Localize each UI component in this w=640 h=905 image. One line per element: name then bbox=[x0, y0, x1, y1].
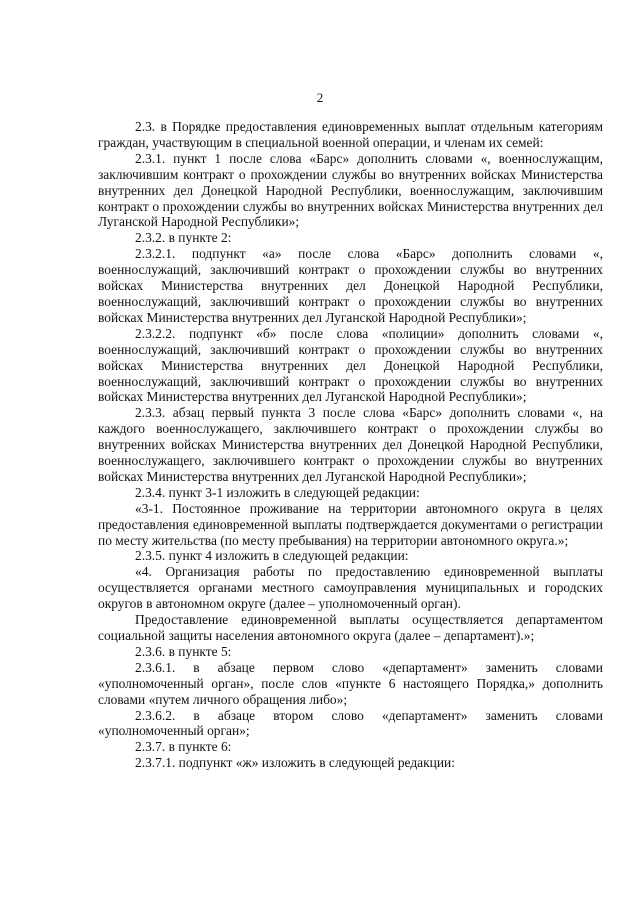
paragraph-2-3-2-1: 2.3.2.1. подпункт «а» после слова «Барс» дополнить словами «, военнослужащий, заключивший контракт о прохождении службы во внутренних войсках Министерства внутренних дел Донецкой Народной Республики, военнослужащий, заключивший контракт о прохождении службы во внутренних войсках Министерства внутренних дел Луганской Народной Республики»; bbox=[98, 246, 603, 325]
paragraph-quote-4-cont: Предоставление единовременной выплаты осуществляется департаментом социальной защиты населения автономного округа (далее – департамент).»; bbox=[98, 612, 603, 643]
paragraph-2-3-2: 2.3.2. в пункте 2: bbox=[135, 230, 232, 246]
paragraph-2-3-4: 2.3.4. пункт 3-1 изложить в следующей редакции: bbox=[135, 484, 420, 500]
page-number: 2 bbox=[316, 90, 324, 105]
paragraph-2-3-7-1: 2.3.7.1. подпункт «ж» изложить в следующей редакции: bbox=[135, 755, 455, 771]
paragraph-2-3-5: 2.3.5. пункт 4 изложить в следующей редакции: bbox=[135, 548, 409, 564]
paragraph-2-3-7: 2.3.7. в пункте 6: bbox=[135, 739, 232, 755]
paragraph-quote-3-1: «3-1. Постоянное проживание на территории автономного округа в целях предоставления единовременной выплаты подтверждается документами о регистрации по месту жительства (по месту пребывания) на территории автономного округа.»; bbox=[98, 500, 603, 548]
paragraph-2-3-6-2: 2.3.6.2. в абзаце втором слово «департамент» заменить словами «уполномоченный орган»; bbox=[98, 707, 603, 739]
paragraph-2-3: 2.3. в Порядке предоставления единовременных выплат отдельным категориям граждан, участвующим в специальной военной операции, и членам их семей: bbox=[98, 119, 603, 150]
paragraph-quote-4: «4. Организация работы по предоставлению единовременной выплаты осуществляется органами местного самоуправления муниципальных и городских округов в автономном округе (далее – уполномоченный орган). bbox=[98, 564, 603, 612]
paragraph-2-3-6-1: 2.3.6.1. в абзаце первом слово «департамент» заменить словами «уполномоченный орган», после слов «пункте 6 настоящего Порядка,» дополнить словами «путем личного обращения либо»; bbox=[98, 659, 603, 707]
paragraph-2-3-1: 2.3.1. пункт 1 после слова «Барс» дополнить словами «, военнослужащим, заключившим контракт о прохождении службы во внутренних войсках Министерства внутренних дел Донецкой Народной Республики, военнослужащим, заключившим контракт о прохождении службы во внутренних войсках Министерства внутренних дел Луганской Народной Республики»; bbox=[98, 150, 603, 230]
document-body bbox=[98, 119, 603, 771]
paragraph-2-3-6: 2.3.6. в пункте 5: bbox=[135, 643, 232, 659]
paragraph-2-3-2-2: 2.3.2.2. подпункт «б» после слова «полиции» дополнить словами «, военнослужащий, заключивший контракт о прохождении службы во внутренних войсках Министерства внутренних дел Донецкой Народной Республики, военнослужащий, заключивший контракт о прохождении службы во внутренних войсках Министерства внутренних дел Луганской Народной Республики»; bbox=[98, 325, 603, 405]
paragraph-2-3-3: 2.3.3. абзац первый пункта 3 после слова «Барс» дополнить словами «, на каждого военнослужащего, заключившего контракт о прохождении службы во внутренних войсках Министерства внутренних дел Донецкой Народной Республики, военнослужащего, заключившего контракт о прохождении службы во внутренних войсках Министерства внутренних дел Луганской Народной Республики»; bbox=[98, 405, 603, 484]
